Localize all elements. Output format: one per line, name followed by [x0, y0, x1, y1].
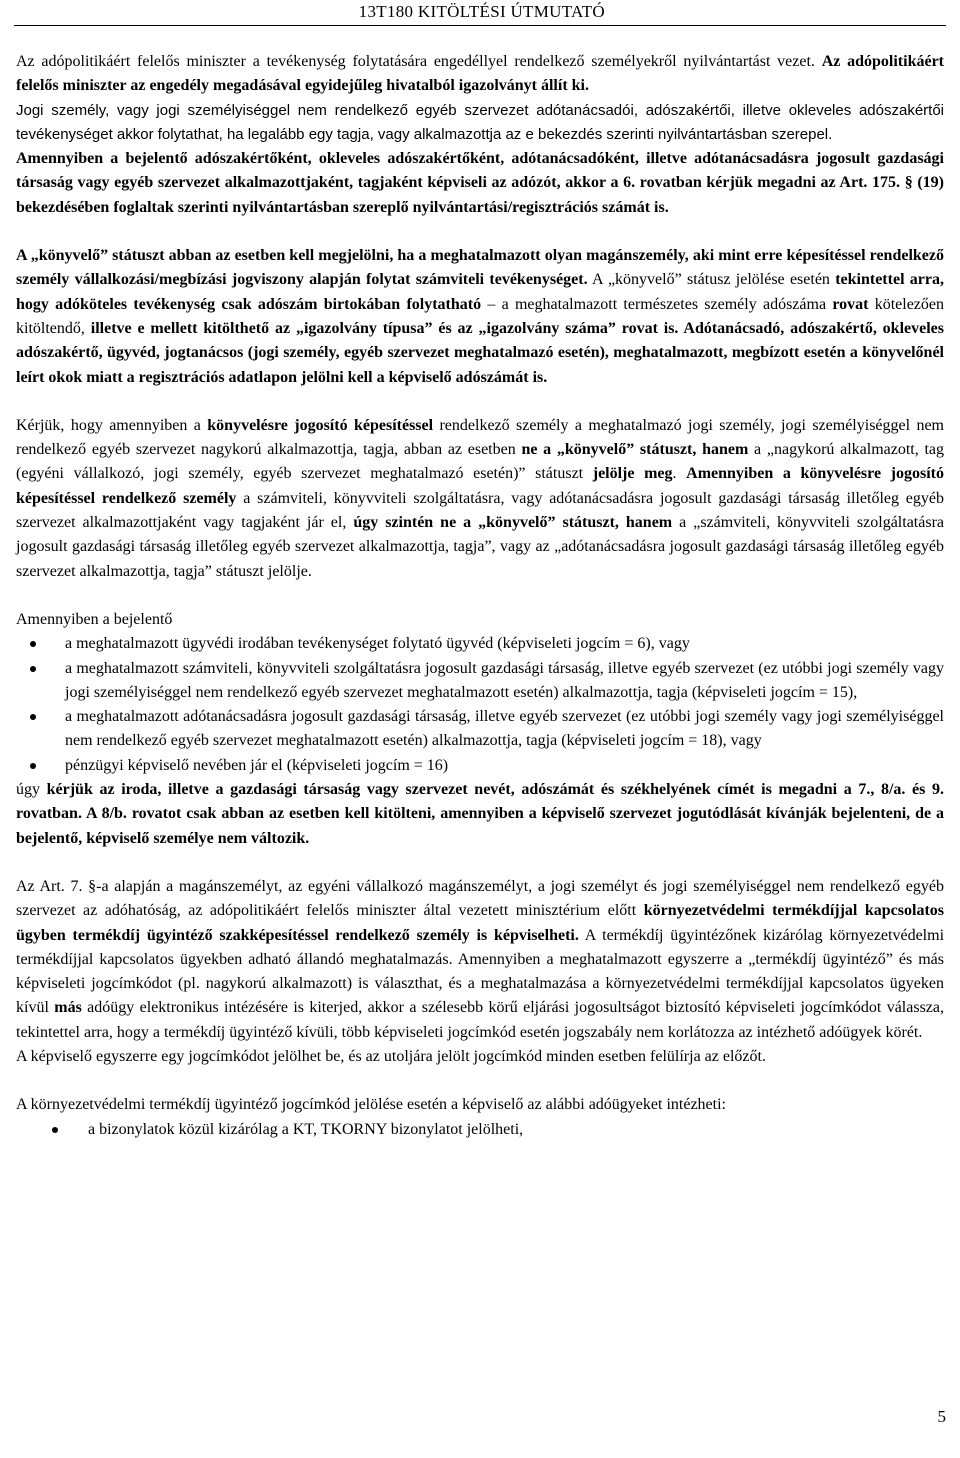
qualified-bold-1: könyvelésre jogosító képesítéssel: [207, 416, 434, 434]
paragraph-qualified-employee: [16, 414, 944, 584]
list-item: [16, 705, 944, 754]
spacer: [16, 1069, 944, 1093]
office-details-bold: kérjük az iroda, illetve a gazdasági társaság vagy szervezet nevét, adószámát és székhelyének címét is megadni a 7., 8/a. és 9. rovatban. A 8/b. rovatot csak abban az esetben kell kitölteni, amennyiben a képviselő szervezet jogutódlását kívánják bejelenteni, de a bejelentő, képviselő személye nem változik.: [16, 781, 945, 847]
spacer: [16, 220, 944, 244]
document-body: [16, 50, 944, 1142]
bookkeeper-bold-3: rovat: [832, 295, 869, 313]
list-item: [16, 632, 944, 656]
product-fee-text-1: Az Art. 7. §-a alapján a magánszemélyt, az egyéni vállalkozó magánszemélyt, a jogi személyt és jogi személyiséggel nem rendelkező egyéb szervezet az adóhatóság, az adópolitikáért felelős miniszter által vezetett minisztérium előtt: [16, 877, 944, 920]
qualified-bold-3: jelölje meg: [592, 465, 673, 483]
page-header: [0, 0, 960, 26]
paragraph-registry-text: Az adópolitikáért felelős miniszter a tevékenység folytatására engedéllyel rendelkező személyekről nyilvántartást vezet.: [16, 53, 822, 70]
qualified-text-6: a „számviteli, könyvviteli szolgáltatásra jogosult gazdasági társaság illetőleg egyéb szervezet alkalmazottja, tagja”, vagy az „adótanácsadásra jogosult gazdasági társaság illetőleg egyéb szervezet alkalmazottja, tagja” státuszt jelölje.: [16, 514, 944, 580]
bookkeeper-bold-1: A „könyvelő” státuszt abban az esetben kell megjelölni, ha a meghatalmazott olyan magánszemély, aki mint erre képesítéssel rendelkező személy vállalkozási/megbízási jogviszony alapján folytat számviteli tevékenységet.: [16, 247, 944, 289]
paragraph-product-fee: [16, 875, 944, 1045]
qualified-text-3: a „nagykorú alkalmazott, tag (egyéni vállalkozó, jogi személy, egyéb szervezet meghatalmazó esetén)” státuszt: [16, 441, 945, 483]
bullet-icon: [30, 641, 36, 647]
product-fee-text-3: adóügy elektronikus intézésére is kiterjed, akkor a szélesebb körű eljárási jogosultságot biztosító képviseleti jogcímkódot válassza, tekintettel arra, hogy a termékdíj ügyintéző kívüli, több képviseleti jogcímkód esetén jogszabály nem korlátozza az intézhető adóügyek körét.: [16, 999, 945, 1041]
bullet-icon: [30, 763, 36, 769]
bookkeeper-text-3: kötelezően kitöltendő,: [16, 295, 945, 337]
paragraph-single-code: A képviselő egyszerre egy jogcímkódot jelölhet be, és az utoljára jelölt jogcímkód minden esetben felülírja az előzőt.: [16, 1047, 766, 1065]
paragraph-product-fee-agent: A környezetvédelmi termékdíj ügyintéző jogcímkód jelölése esetén a képviselő az alábbi adóügyeket intézheti:: [16, 1096, 726, 1114]
paragraph-registry: [16, 50, 944, 99]
office-details-text: úgy: [16, 781, 47, 799]
bookkeeper-text-1: A „könyvelő” státusz jelölése esetén: [587, 271, 836, 289]
bookkeeper-text-2: – a meghatalmazott természetes személy adószáma: [481, 295, 833, 313]
agent-scope-list: [16, 1118, 944, 1142]
qualified-text-2: rendelkező személy a meghatalmazó jogi személy, jogi személyiséggel nem rendelkező egyéb szervezet nagykorú alkalmazottja, tagja, abban az esetben: [16, 416, 945, 459]
bullet-icon: [30, 666, 36, 672]
list-item-text: pénzügyi képviselő nevében jár el (képviseleti jogcím = 16): [65, 756, 449, 774]
list-item-text: a bizonylatok közül kizárólag a KT, TKORNY bizonylatot jelölheti,: [88, 1120, 524, 1138]
list-item-text: a meghatalmazott számviteli, könyvviteli szolgáltatásra jogosult gazdasági társaság, illetve egyéb szervezet (ez utóbbi jogi személy vagy jogi személyiséggel nem rendelkező egyéb szervezet meghatalmazott esetén) alkalmazottja, tagja (képviseleti jogcím = 15),: [65, 659, 944, 701]
product-fee-bold-2: más: [54, 999, 82, 1017]
product-fee-text-2: A termékdíj ügyintézőnek kizárólag környezetvédelmi termékdíjjal kapcsolatos ügyekben adható állandó meghatalmazás. Amennyiben a meghatalmazott egyszerre a „termékdíj ügyintéző” és más képviseleti jogcímkódot (pl. nagykorú alkalmazott) is választhat, és a meghatalmazása a környezetvédelmi termékdíjjal kapcsolatos ügyeken kívül: [16, 926, 945, 1017]
page-number: 5: [937, 1407, 946, 1426]
paragraph-legal-entity: Jogi személy, vagy jogi személyiséggel nem rendelkező egyéb szervezet adótanácsadói, adószakértői, illetve okleveles adószakértői tevékenységet akkor folytathat, ha legalább egy tagja, vagy alkalmazottja az e bekezdés szerinti nyilvántartásban szerepel.: [16, 101, 944, 143]
bookkeeper-bold-2: tekintettel arra, hogy adóköteles tevékenység csak adószám birtokában folytatható: [16, 271, 944, 313]
list-item-text: a meghatalmazott ügyvédi irodában tevékenységet folytató ügyvéd (képviseleti jogcím = 6), vagy: [65, 635, 690, 653]
spacer: [16, 584, 944, 608]
document-title: 13T180 KITÖLTÉSI ÚTMUTATÓ: [358, 2, 605, 21]
list-item: [16, 754, 944, 778]
paragraph-office-details: [16, 778, 944, 851]
paragraph-tax-expert-bold: Amennyiben a bejelentő adószakértőként, okleveles adószakértőként, adótanácsadóként, illetve adótanácsadásra jogosult gazdasági társaság vagy egyéb szervezet alkalmazottjaként, tagjaként képviseli az adózót, akkor a 6. rovatban kérjük megadni az Art. 175. § (19) bekezdésében foglaltak szerinti nyilvántartásban szereplő nyilvántartási/regisztrációs számát is.: [16, 150, 944, 216]
paragraph-reporter-intro: Amennyiben a bejelentő: [16, 610, 173, 628]
qualified-text-5: a számviteli, könyvviteli szolgáltatásra, vagy adótanácsadásra jogosult gazdasági társaság illetőleg egyéb szervezet alkalmazottjaként vagy tagjaként jár el,: [16, 489, 945, 532]
qualified-text-4: .: [672, 465, 687, 483]
list-item-text: a meghatalmazott adótanácsadásra jogosult gazdasági társaság, illetve egyéb szervezet (ez utóbbi jogi személy vagy jogi személyiséggel nem rendelkező egyéb szervezet meghatalmazott esetén) alkalmazottja, tagja (képviseleti jogcím = 18), vagy: [65, 708, 944, 750]
paragraph-tax-expert: [16, 147, 944, 220]
product-fee-bold-1: környezetvédelmi termékdíjjal kapcsolatos ügyben termékdíj ügyintéző szakképesítéssel rendelkező személy is képviselheti.: [16, 902, 945, 944]
bullet-icon: [52, 1127, 58, 1133]
qualified-bold-5: úgy szintén ne a „könyvelő” státuszt, hanem: [353, 514, 673, 532]
paragraph-registry-bold: Az adópolitikáért felelős miniszter az engedély megadásával egyidejűleg hivatalból igazolványt állít ki.: [16, 53, 945, 95]
bookkeeper-bold-4: illetve e mellett kitölthető az „igazolvány típusa” és az „igazolvány száma” rovat is. Adótanácsadó, adószakértő, okleveles adószakértő, ügyvéd, jogtanácsos (jogi személy, egyéb szervezet meghatalmazó esetén), meghatalmazott, megbízott esetén a könyvelőnél leírt okok miatt a regisztrációs adatlapon jelölni kell a képviselő adószámát is.: [16, 319, 944, 386]
header-rule: [14, 25, 946, 26]
paragraph-bookkeeper: [16, 244, 944, 390]
qualified-text-1: Kérjük, hogy amennyiben a: [16, 416, 208, 434]
bullet-icon: [30, 714, 36, 720]
list-item: [16, 1118, 944, 1142]
qualified-bold-4: Amennyiben a könyvelésre jogosító képesítéssel rendelkező személy: [16, 465, 944, 507]
representation-list: [16, 632, 944, 778]
spacer: [16, 851, 944, 875]
list-item: [16, 657, 944, 706]
qualified-bold-2: ne a „könyvelő” státuszt, hanem: [521, 441, 749, 459]
spacer: [16, 390, 944, 414]
